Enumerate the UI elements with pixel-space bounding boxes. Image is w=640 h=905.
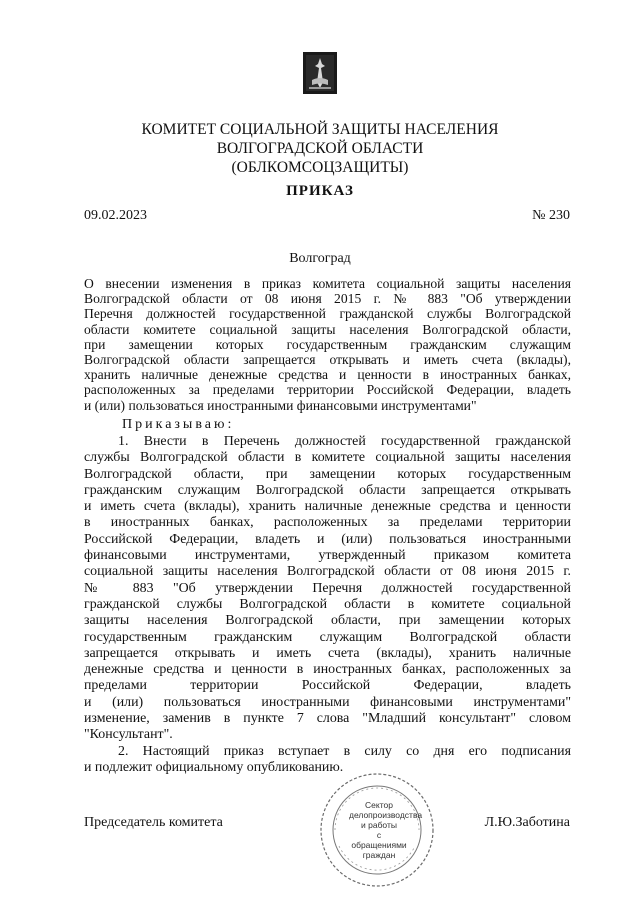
subject-line: О внесении изменения в приказ комитета социальной защиты населения: [84, 276, 571, 291]
body-line: Российской Федерации, владеть и (или) пользоваться иностранными: [84, 531, 571, 547]
body-line: № 883 "Об утверждении Перечня должностей государственной: [84, 580, 571, 596]
subject-line: Волгоградской области от 08 июня 2015 г. № 883 "Об утверждении: [84, 291, 571, 307]
document-number: № 230: [532, 208, 570, 223]
stamp-line: и работы: [361, 820, 397, 830]
body-line: запрещается открывать и иметь счета (вклады), хранить наличные: [84, 645, 571, 661]
body-line: в иностранных банках, расположенных за пределами территории: [84, 515, 571, 531]
body-line: социальной защиты населения Волгоградской области от 08 июня 2015 г.: [84, 564, 571, 580]
document-subject: [84, 276, 571, 413]
body-line: и подлежит официальному опубликованию.: [84, 759, 344, 775]
subject-line: и (или) пользоваться иностранными финансовыми инструментами": [84, 397, 477, 413]
document-body: [84, 434, 571, 776]
subject-line: Волгоградской области запрещается открывать и иметь счета (вклады),: [84, 351, 571, 367]
body-line: денежные средства и ценности в иностранных банках, расположенных за: [84, 662, 571, 678]
document-title: ПРИКАЗ: [286, 183, 354, 199]
body-line: службы Волгоградской области в комитете социальной защиты населения: [84, 450, 571, 466]
stamp-line: с обращениями: [351, 830, 407, 850]
body-line: защиты населения Волгоградской области, при замещении которых: [84, 613, 571, 629]
document-city: Волгоград: [289, 251, 351, 266]
coat-of-arms-icon: [303, 52, 337, 94]
subject-line: хранить наличные денежные средства и ценности в иностранных банках,: [84, 367, 571, 383]
stamp-text: [349, 800, 423, 860]
org-name-line1: КОМИТЕТ СОЦИАЛЬНОЙ ЗАЩИТЫ НАСЕЛЕНИЯ: [141, 121, 499, 138]
org-name-line2: ВОЛГОГРАДСКОЙ ОБЛАСТИ: [216, 140, 424, 157]
body-line: и (или) пользоваться иностранными финансовыми инструментами": [84, 694, 571, 710]
subject-line: расположенных за пределами территории Российской Федерации, владеть: [84, 382, 571, 398]
body-line: изменение, заменив в пункте 7 слова "Младший консультант" словом: [84, 711, 571, 727]
org-name-line3: (ОБЛКОМСОЦЗАЩИТЫ): [231, 159, 409, 176]
body-line: пределами территории Российской Федерации, владеть: [84, 678, 571, 694]
stamp-line: Сектор: [365, 800, 393, 810]
body-line: "Консультант".: [84, 727, 173, 743]
body-line: и иметь счета (вклады), хранить наличные денежные средства и ценности: [84, 499, 571, 515]
signatory-position: Председатель комитета: [84, 815, 223, 830]
subject-line: при замещении которых государственным гражданским служащим: [84, 336, 571, 352]
body-line: финансовыми инструментами, утвержденный приказом комитета: [84, 548, 571, 564]
stamp-line: делопроизводства: [349, 810, 423, 820]
subject-line: области комитете социальной защиты населения Волгоградской области,: [84, 321, 571, 337]
body-line: гражданским служащим Волгоградской области запрещается открывать: [84, 482, 571, 498]
stamp-line: граждан: [362, 850, 396, 860]
document-date: 09.02.2023: [84, 208, 147, 223]
body-line: Волгоградской области, при замещении которых государственным: [84, 466, 571, 482]
subject-line: Перечня должностей государственной гражданской службы Волгоградской: [84, 306, 571, 322]
signatory-name: Л.Ю.Заботина: [484, 815, 570, 830]
orders-heading: Приказываю:: [122, 417, 235, 432]
body-line: государственным гражданским служащим Волгоградской области: [84, 629, 571, 645]
body-line: гражданской службы Волгоградской области в комитете социальной: [84, 596, 571, 612]
body-line: 2. Настоящий приказ вступает в силу со дня его подписания: [118, 743, 571, 759]
body-line: 1. Внести в Перечень должностей государственной гражданской: [118, 434, 571, 449]
